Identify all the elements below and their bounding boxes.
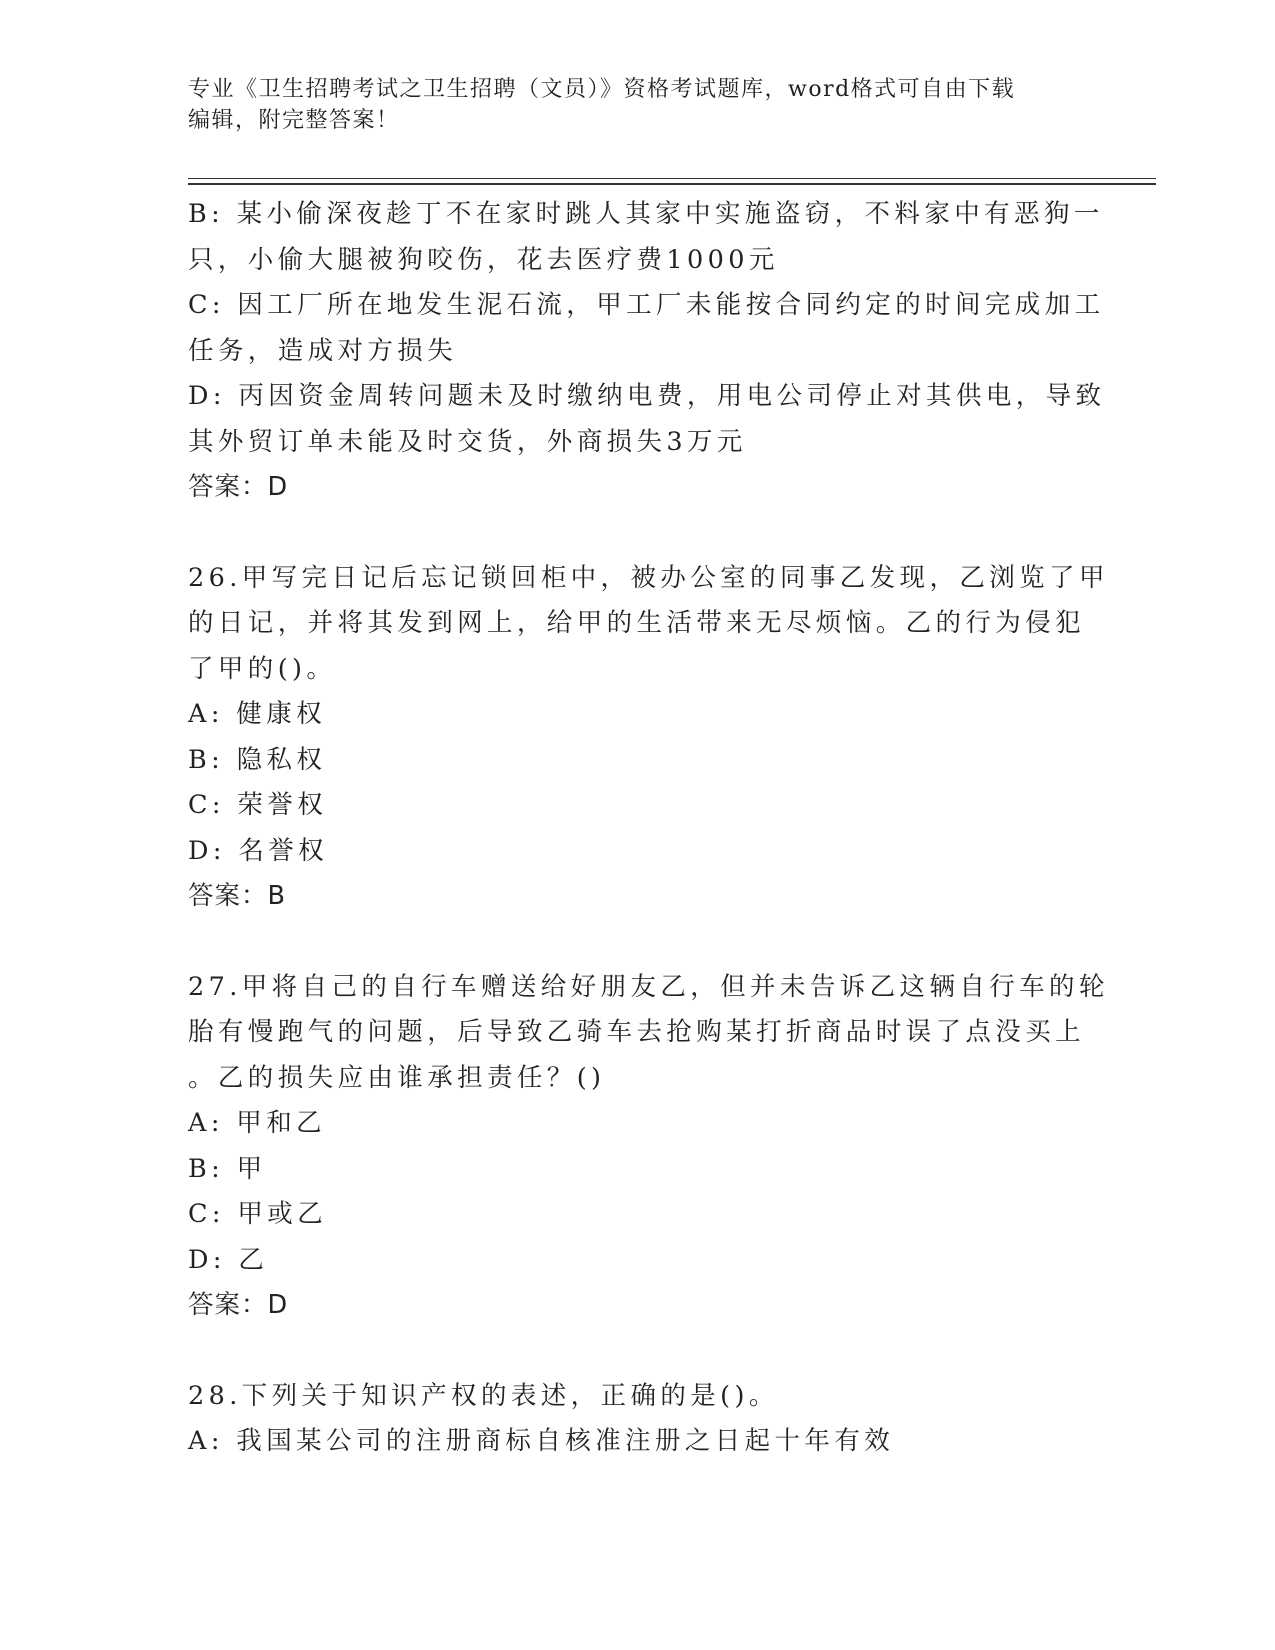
header-rule-thick bbox=[188, 183, 1156, 185]
option-d-line-1: D: 丙因资金周转问题未及时缴纳电费，用电公司停止对其供电，导致 bbox=[188, 381, 1106, 411]
option-a: A: 健康权 bbox=[188, 699, 327, 729]
question-stem-line-1: 27.甲将自己的自行车赠送给好朋友乙，但并未告诉乙这辆自行车的轮 bbox=[188, 971, 1109, 1002]
option-d: D: 名誉权 bbox=[188, 835, 329, 866]
option-a: A: 甲和乙 bbox=[188, 1108, 327, 1138]
header-line-1: 专业《卫生招聘考试之卫生招聘（文员）》资格考试题库，word格式可自由下载 bbox=[188, 77, 1016, 102]
header-rule-thin bbox=[188, 178, 1156, 179]
question-28 bbox=[188, 1374, 1088, 1465]
option-b-line-2: 只，小偷大腿被狗咬伤，花去医疗费1000元 bbox=[188, 244, 779, 275]
header-line-2: 编辑，附完整答案！ bbox=[188, 108, 400, 133]
question-stem-line-1: 26.甲写完日记后忘记锁回柜中，被办公室的同事乙发现，乙浏览了甲 bbox=[188, 562, 1109, 593]
option-b: B: 隐私权 bbox=[188, 744, 327, 775]
question-stem-line-3: 。乙的损失应由谁承担责任？() bbox=[188, 1062, 606, 1093]
option-b: B: 甲 bbox=[188, 1153, 267, 1184]
option-c-line-2: 任务，造成对方损失 bbox=[188, 335, 458, 366]
option-d: D: 乙 bbox=[188, 1244, 269, 1275]
question-25-tail bbox=[188, 192, 1106, 511]
question-body bbox=[188, 192, 1109, 1465]
option-d-line-2: 其外贸订单未能及时交货，外商损失3万元 bbox=[188, 426, 747, 457]
option-a: A: 我国某公司的注册商标自核准注册之日起十年有效 bbox=[188, 1426, 895, 1456]
question-stem-line-3: 了甲的()。 bbox=[188, 653, 337, 684]
question-27 bbox=[188, 965, 1109, 1329]
option-c: C: 甲或乙 bbox=[188, 1199, 328, 1229]
question-stem-line-1: 28.下列关于知识产权的表述，正确的是()。 bbox=[188, 1380, 779, 1411]
option-c: C: 荣誉权 bbox=[188, 790, 328, 820]
question-stem-line-2: 胎有慢跑气的问题，后导致乙骑车去抢购某打折商品时误了点没买上 bbox=[188, 1017, 1086, 1047]
option-b-line-1: B: 某小偷深夜趁丁不在家时跳人其家中实施盗窃，不料家中有恶狗一 bbox=[188, 199, 1104, 229]
answer-line: 答案：B bbox=[188, 881, 286, 911]
question-26 bbox=[188, 556, 1109, 920]
question-stem-line-2: 的日记，并将其发到网上，给甲的生活带来无尽烦恼。乙的行为侵犯 bbox=[188, 608, 1086, 638]
answer-line: 答案：D bbox=[188, 472, 289, 502]
document-header bbox=[188, 74, 1068, 136]
answer-line: 答案：D bbox=[188, 1290, 289, 1320]
option-c-line-1: C: 因工厂所在地发生泥石流，甲工厂未能按合同约定的时间完成加工 bbox=[188, 290, 1105, 320]
